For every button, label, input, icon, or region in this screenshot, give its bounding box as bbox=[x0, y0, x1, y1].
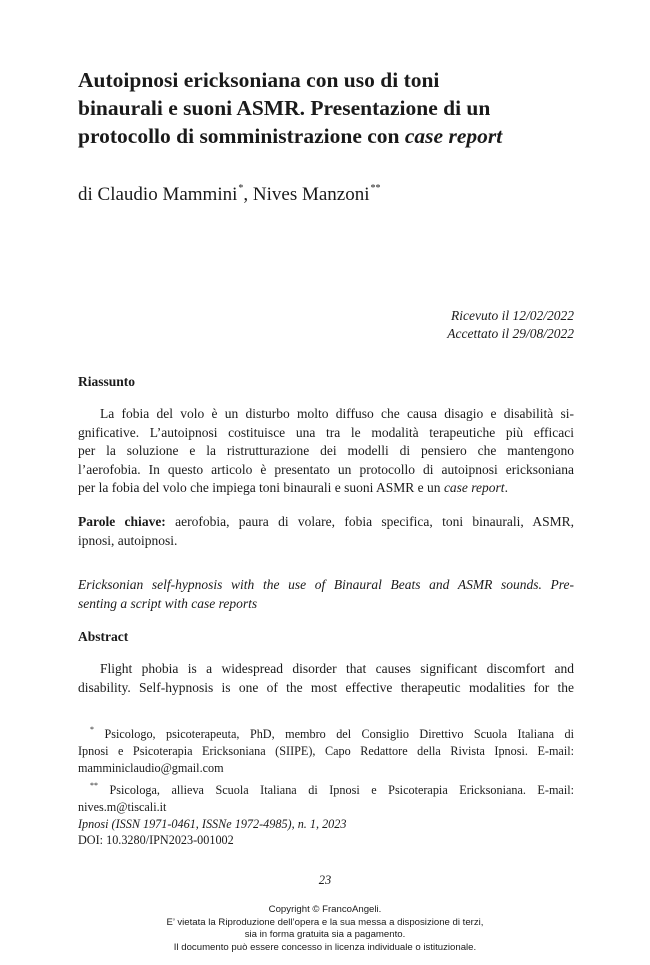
riassunto-period: . bbox=[504, 480, 508, 495]
footnote-1-line-1 bbox=[78, 721, 574, 743]
copyright-line-2: E’ vietata la Riproduzione dell’opera e la sua messa a disposizione di terzi, bbox=[166, 916, 484, 928]
footnote-2-mark: ** bbox=[90, 781, 98, 790]
author-2-footnote-mark: ** bbox=[370, 183, 381, 194]
copyright-line-1: Copyright © FrancoAngeli. bbox=[268, 904, 382, 915]
abstract-paragraph bbox=[78, 660, 574, 697]
riassunto-case-report: case report bbox=[443, 480, 505, 495]
journal-citation: Ipnosi (ISSN 1971-0461, ISSNe 1972-4985), n. 1, 2023 bbox=[78, 817, 347, 831]
english-title bbox=[78, 576, 574, 613]
accepted-date: Accettato il 29/08/2022 bbox=[447, 326, 574, 341]
title-italic-case-report: case report bbox=[404, 124, 503, 148]
page-number: 23 bbox=[318, 873, 332, 887]
riassunto-heading: Riassunto bbox=[78, 374, 136, 389]
title-line-3-text: protocollo di somministrazione con bbox=[78, 124, 405, 148]
title-line-2: binaurali e suoni ASMR. Presentazione di un bbox=[78, 96, 491, 120]
author-1-name: di Claudio Mammini bbox=[78, 184, 238, 205]
footnote-2 bbox=[78, 777, 574, 816]
copyright-line-4: Il documento può essere concesso in licenza individuale o istituzionale. bbox=[173, 941, 477, 953]
riassunto-paragraph bbox=[78, 405, 574, 498]
abstract-line-2: disability. Self-hypnosis is one of the most effective therapeutic modalities for the bbox=[78, 679, 574, 695]
footnote-1-email: mamminiclaudio@gmail.com bbox=[78, 761, 224, 775]
author-2-name: , Nives Manzoni bbox=[243, 184, 370, 205]
received-date: Ricevuto il 12/02/2022 bbox=[451, 308, 574, 323]
submission-dates bbox=[274, 307, 574, 343]
riassunto-line: per la soluzione e la ristrutturazione dei modelli di pensiero che mantengono bbox=[78, 443, 574, 458]
abstract-line-1: Flight phobia is a widespread disorder that causes significant discomfort and bbox=[100, 661, 574, 676]
keywords-line-1 bbox=[78, 513, 574, 532]
footnote-2-text-1: Psicologa, allieva Scuola Italiana di Ipnosi e Psicoterapia Ericksoniana. E-mail: bbox=[98, 783, 574, 797]
keywords-list-1: aerofobia, paura di volare, fobia specifica, toni binaurali, ASMR, bbox=[165, 514, 575, 529]
title-line-1: Autoipnosi ericksoniana con uso di toni bbox=[78, 68, 440, 92]
english-title-line-1: Ericksonian self-hypnosis with the use of Binaural Beats and ASMR sounds. Pre- bbox=[78, 577, 574, 592]
authors-line bbox=[78, 176, 578, 208]
riassunto-line: l’aerofobia. In questo articolo è presentato un protocollo di autoipnosi ericksoniana bbox=[78, 461, 574, 477]
riassunto-last-line bbox=[78, 479, 574, 498]
footnote-1-line-2: Ipnosi e Psicoterapia Ericksoniana (SIIPE), Capo Redattore della Rivista Ipnosi. E-mail: bbox=[78, 744, 574, 758]
footnote-2-email: nives.m@tiscali.it bbox=[78, 800, 167, 814]
keywords-label: Parole chiave: bbox=[78, 514, 166, 529]
article-title bbox=[78, 66, 578, 150]
abstract-heading: Abstract bbox=[78, 629, 129, 644]
author-1-footnote-mark: * bbox=[238, 183, 244, 194]
riassunto-line: gnificative. L’autoipnosi costituisce una tra le modalità terapeutiche più efficaci bbox=[78, 424, 574, 440]
english-title-line-2: senting a script with case reports bbox=[78, 595, 258, 611]
footnote-1 bbox=[78, 721, 574, 777]
copyright-line-3: sia in forma gratuita sia a pagamento. bbox=[244, 929, 406, 940]
riassunto-last-text: per la fobia del volo che impiega toni binaurali e suoni ASMR e un bbox=[78, 480, 444, 495]
keywords-block bbox=[78, 513, 574, 550]
riassunto-line: La fobia del volo è un disturbo molto diffuso che causa disagio e disabilità si- bbox=[100, 406, 574, 421]
copyright-notice bbox=[0, 904, 650, 954]
footnote-2-line-1 bbox=[78, 777, 574, 799]
footnote-1-mark: * bbox=[90, 725, 94, 734]
journal-info bbox=[78, 816, 574, 848]
title-line-3 bbox=[78, 122, 578, 150]
footnotes bbox=[78, 721, 574, 816]
keywords-line-2: ipnosi, autoipnosi. bbox=[78, 532, 178, 548]
footnote-1-text-1: Psicologo, psicoterapeuta, PhD, membro del Consiglio Direttivo Scuola Italiana di bbox=[94, 727, 574, 741]
journal-doi: DOI: 10.3280/IPN2023-001002 bbox=[78, 833, 234, 847]
